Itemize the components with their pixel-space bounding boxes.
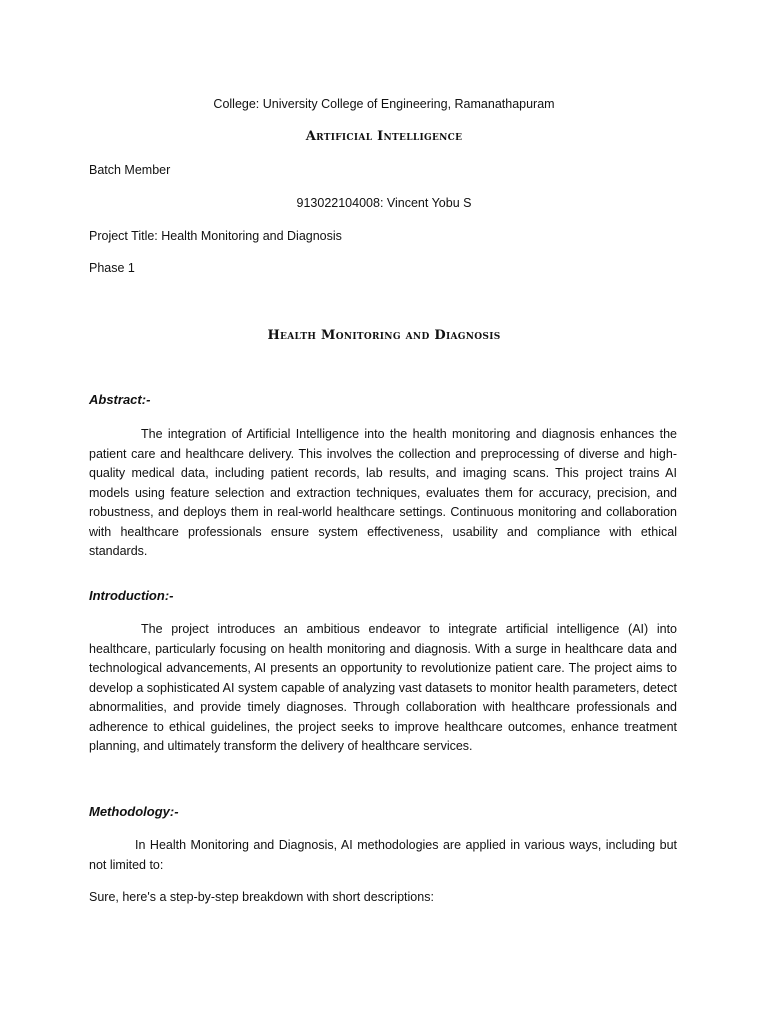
phase-label: Phase 1	[89, 261, 135, 275]
abstract-text: The integration of Artificial Intelligence into the health monitoring and diagnosis enhances the patient care and healthcare delivery. This involves the collection and preprocessing of diverse and high-quality medical data, including patient records, lab results, and imaging scans. This project trains AI models using feature selection and extraction techniques, evaluates them for accuracy, precision, and robustness, and deploys them in real-world healthcare settings. Continuous monitoring and collaboration with healthcare professionals ensure system effectiveness, usability and compliance with ethical standards.	[89, 427, 677, 558]
introduction-paragraph	[89, 620, 677, 757]
batch-label: Batch Member	[89, 163, 171, 177]
introduction-heading: Introduction:-	[89, 588, 174, 603]
document-title: Health Monitoring and Diagnosis	[267, 328, 501, 343]
batch-member: 913022104008: Vincent Yobu S	[296, 196, 472, 210]
abstract-paragraph	[89, 425, 677, 562]
methodology-heading: Methodology:-	[89, 804, 179, 819]
methodology-note: Sure, here's a step-by-step breakdown with short descriptions:	[89, 890, 434, 904]
project-title: Project Title: Health Monitoring and Diagnosis	[89, 229, 342, 243]
methodology-paragraph	[89, 836, 677, 875]
subject-heading: Artificial Intelligence	[305, 129, 463, 144]
introduction-text: The project introduces an ambitious endeavor to integrate artificial intelligence (AI) into healthcare, particularly focusing on health monitoring and diagnosis. With a surge in healthcare data and technological advancements, AI presents an opportunity to revolutionize patient care. The project aims to develop a sophisticated AI system capable of analyzing vast datasets to monitor health parameters, detect abnormalities, and provide timely diagnoses. Through collaboration with healthcare professionals and adherence to ethical guidelines, the project seeks to improve healthcare outcomes, enhance treatment planning, and ultimately transform the delivery of healthcare services.	[89, 622, 677, 753]
college-line: College: University College of Engineering, Ramanathapuram	[213, 97, 555, 111]
abstract-heading: Abstract:-	[89, 392, 151, 407]
methodology-text: In Health Monitoring and Diagnosis, AI methodologies are applied in various ways, including but not limited to:	[89, 838, 677, 872]
